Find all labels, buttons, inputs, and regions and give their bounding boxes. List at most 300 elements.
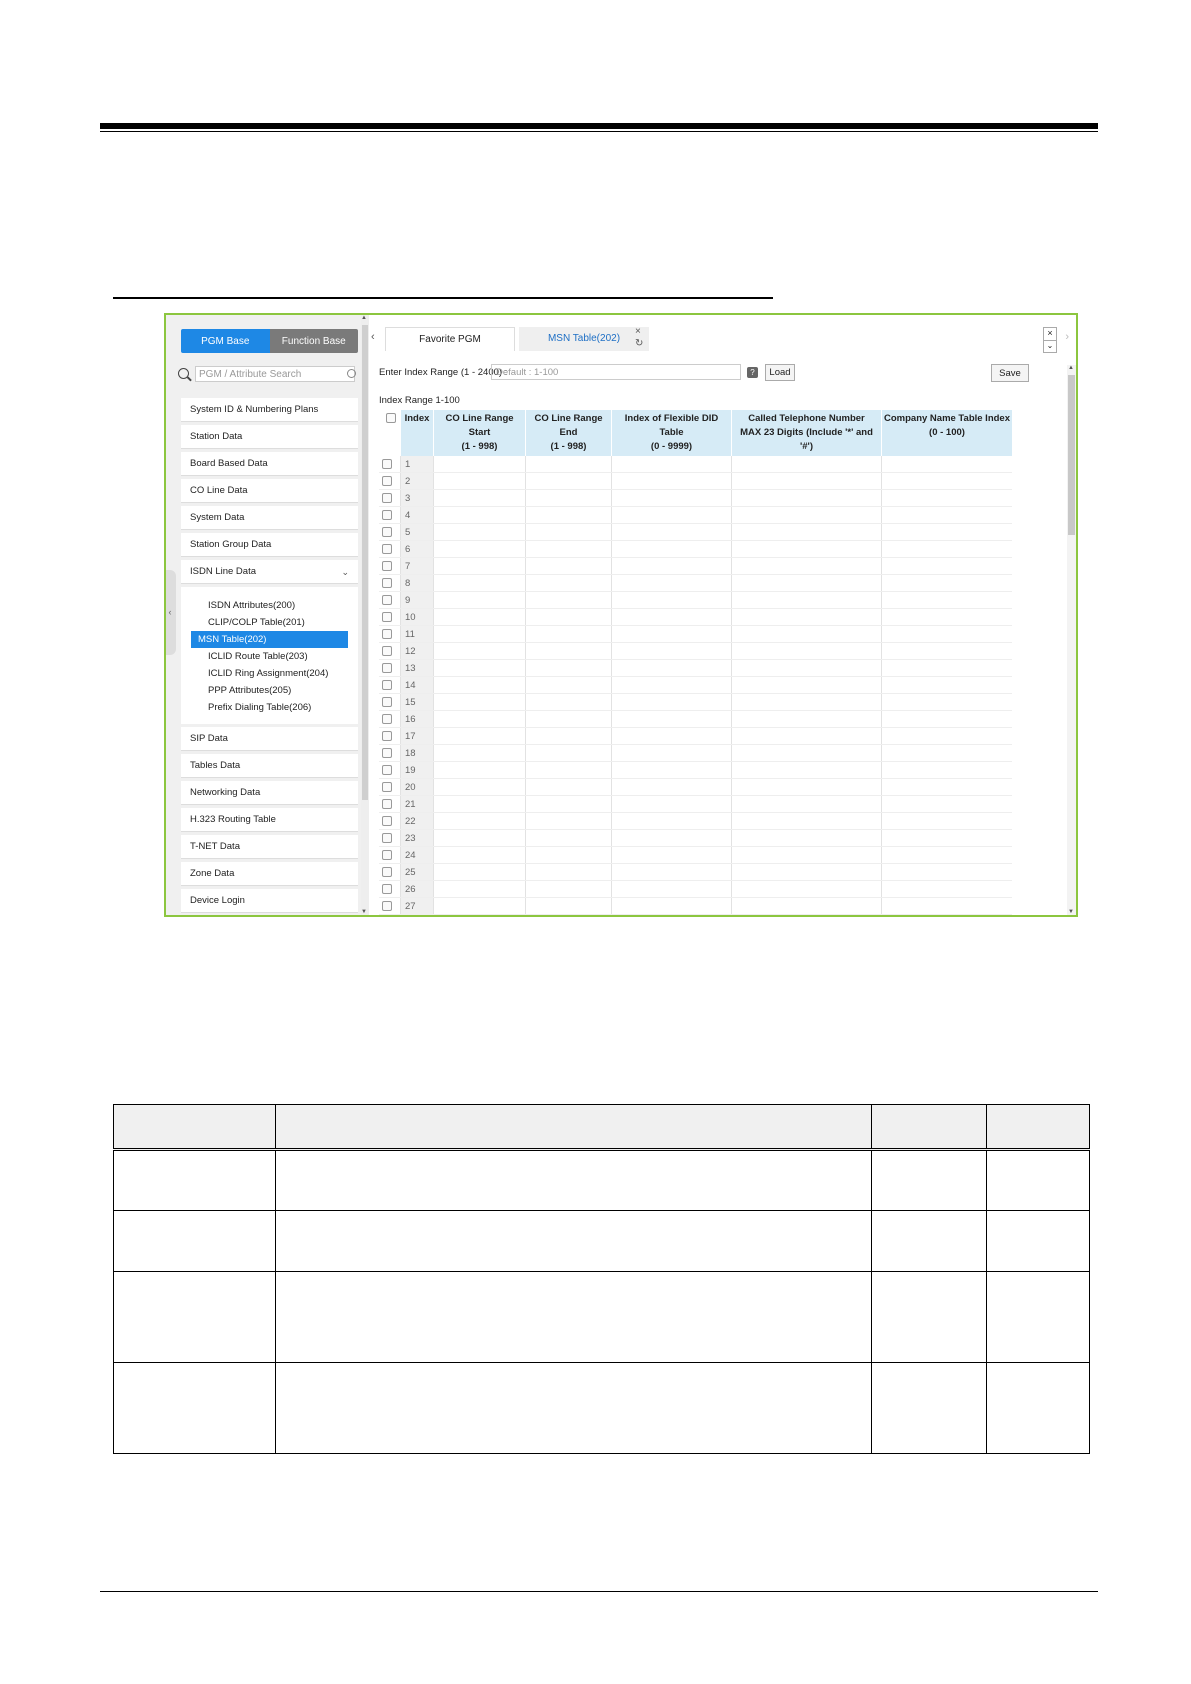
editable-cell[interactable] [732,541,882,558]
scroll-up-icon[interactable]: ▲ [1068,365,1074,371]
editable-cell[interactable] [526,609,612,626]
msn-table [379,410,1012,915]
editable-cell[interactable] [612,490,732,507]
editable-cell[interactable] [732,813,882,830]
column-header [732,410,882,456]
table-row [114,1272,1090,1363]
row-checkbox[interactable] [382,833,392,843]
row-checkbox[interactable] [382,782,392,792]
editable-cell[interactable] [612,643,732,660]
editable-cell[interactable] [882,490,1013,507]
row-select-cell [379,830,401,847]
table-header-row [379,410,1012,456]
editable-cell[interactable] [434,626,526,643]
header-cell [986,1105,1089,1150]
refresh-icon[interactable]: ↻ [635,338,644,349]
submenu-item[interactable]: ISDN Attributes(200) [208,600,296,611]
editable-cell[interactable] [612,575,732,592]
table-row [379,813,1012,830]
select-all-checkbox[interactable] [386,413,396,423]
menu-item-isdn[interactable] [181,560,358,584]
row-index: 22 [401,813,434,830]
editable-cell[interactable] [526,796,612,813]
editable-cell[interactable] [732,643,882,660]
row-checkbox[interactable] [382,697,392,707]
row-checkbox[interactable] [382,816,392,826]
scroll-thumb[interactable] [362,325,368,800]
base-toggle [181,329,358,353]
editable-cell[interactable] [732,762,882,779]
editable-cell[interactable] [732,473,882,490]
editable-cell[interactable] [612,660,732,677]
row-checkbox[interactable] [382,595,392,605]
editable-cell[interactable] [882,694,1013,711]
editable-cell[interactable] [434,643,526,660]
editable-cell[interactable] [526,558,612,575]
row-checkbox[interactable] [382,663,392,673]
editable-cell[interactable] [882,643,1013,660]
menu-item[interactable]: Station Group Data [181,533,358,557]
editable-cell[interactable] [434,490,526,507]
table-row [114,1150,1090,1211]
submenu-item[interactable]: CLIP/COLP Table(201) [208,617,305,628]
editable-cell[interactable] [732,830,882,847]
footer-rule [100,1591,1098,1592]
editable-cell[interactable] [882,626,1013,643]
editable-cell[interactable] [434,473,526,490]
editable-cell[interactable] [732,694,882,711]
editable-cell[interactable] [882,898,1013,915]
menu-item[interactable]: System Data [181,506,358,530]
editable-cell[interactable] [526,694,612,711]
pgm-base-button[interactable]: PGM Base [181,329,270,353]
editable-cell[interactable] [526,779,612,796]
help-icon[interactable]: ? [747,367,758,378]
row-index: 19 [401,762,434,779]
row-checkbox[interactable] [382,561,392,571]
row-select-cell [379,507,401,524]
editable-cell[interactable] [732,864,882,881]
row-checkbox[interactable] [382,493,392,503]
column-header [882,410,1013,456]
editable-cell[interactable] [526,847,612,864]
chevron-down-icon[interactable]: ⌄ [1043,340,1057,353]
section-rule [113,297,773,299]
editable-cell[interactable] [612,847,732,864]
table-cell [114,1211,276,1272]
editable-cell[interactable] [732,898,882,915]
row-checkbox[interactable] [382,799,392,809]
editable-cell[interactable] [434,507,526,524]
table-row [379,643,1012,660]
row-index: 21 [401,796,434,813]
editable-cell[interactable] [526,898,612,915]
editable-cell[interactable] [526,813,612,830]
editable-cell[interactable] [612,864,732,881]
table-cell [276,1211,872,1272]
row-select-cell [379,779,401,796]
submenu-item[interactable]: PPP Attributes(205) [208,685,292,696]
table-cell [986,1363,1089,1454]
editable-cell[interactable] [732,711,882,728]
submenu [181,587,358,724]
editable-cell[interactable] [882,711,1013,728]
editable-cell[interactable] [612,779,732,796]
chevron-right-icon[interactable]: › [1065,331,1069,343]
table-row [379,864,1012,881]
row-select-cell [379,592,401,609]
scroll-down-icon[interactable]: ▼ [361,909,367,915]
screenshot-frame [164,313,1078,917]
row-select-cell [379,660,401,677]
editable-cell[interactable] [526,592,612,609]
row-index: 1 [401,456,434,473]
editable-cell[interactable] [434,881,526,898]
editable-cell[interactable] [526,575,612,592]
editable-cell[interactable] [882,813,1013,830]
editable-cell[interactable] [612,796,732,813]
row-index: 4 [401,507,434,524]
editable-cell[interactable] [882,575,1013,592]
table-row [379,694,1012,711]
editable-cell[interactable] [882,456,1013,473]
editable-cell[interactable] [612,541,732,558]
editable-cell[interactable] [882,864,1013,881]
editable-cell[interactable] [434,575,526,592]
table-row [379,524,1012,541]
editable-cell[interactable] [526,711,612,728]
editable-cell[interactable] [882,558,1013,575]
close-all-icon[interactable]: × [1043,327,1057,341]
column-header [401,410,434,456]
editable-cell[interactable] [732,490,882,507]
main-panel [371,315,1076,915]
editable-cell[interactable] [526,677,612,694]
menu-item[interactable]: T-NET Data [181,835,358,859]
top-rule-thin [100,131,1098,132]
row-checkbox[interactable] [382,731,392,741]
menu-item[interactable]: Station Data [181,425,358,449]
table-cell [986,1211,1089,1272]
tab-favorite-pgm[interactable]: Favorite PGM [385,327,515,351]
editable-cell[interactable] [732,575,882,592]
index-range-input[interactable]: Default : 1-100 [491,364,741,380]
editable-cell[interactable] [612,881,732,898]
row-index: 26 [401,881,434,898]
table-header-row [114,1105,1090,1150]
editable-cell[interactable] [434,830,526,847]
row-index: 16 [401,711,434,728]
table-cell [872,1150,986,1211]
row-index: 18 [401,745,434,762]
row-select-cell [379,490,401,507]
row-select-cell [379,796,401,813]
editable-cell[interactable] [612,830,732,847]
editable-cell[interactable] [882,796,1013,813]
editable-cell[interactable] [434,609,526,626]
column-header-label: Index of Flexible DID Table [624,413,719,438]
editable-cell[interactable] [526,524,612,541]
editable-cell[interactable] [434,524,526,541]
row-checkbox[interactable] [382,527,392,537]
editable-cell[interactable] [526,830,612,847]
editable-cell[interactable] [732,796,882,813]
editable-cell[interactable] [434,813,526,830]
column-header-label: CO Line Range End [534,413,603,438]
table-row [379,847,1012,864]
row-index: 23 [401,830,434,847]
menu-item[interactable]: Device Login [181,889,358,913]
table-row [379,490,1012,507]
editable-cell[interactable] [732,745,882,762]
editable-cell[interactable] [526,643,612,660]
editable-cell[interactable] [526,864,612,881]
editable-cell[interactable] [882,473,1013,490]
scroll-up-icon[interactable]: ▲ [361,315,367,321]
editable-cell[interactable] [434,711,526,728]
editable-cell[interactable] [526,745,612,762]
row-checkbox[interactable] [382,850,392,860]
editable-cell[interactable] [526,728,612,745]
column-header-label: CO Line Range Start [445,413,514,438]
table-row [379,796,1012,813]
editable-cell[interactable] [732,456,882,473]
row-checkbox[interactable] [382,544,392,554]
row-checkbox[interactable] [382,646,392,656]
editable-cell[interactable] [434,864,526,881]
editable-cell[interactable] [882,762,1013,779]
editable-cell[interactable] [612,694,732,711]
editable-cell[interactable] [526,507,612,524]
editable-cell[interactable] [526,490,612,507]
row-checkbox[interactable] [382,476,392,486]
editable-cell[interactable] [612,456,732,473]
column-header [612,410,732,456]
editable-cell[interactable] [882,592,1013,609]
function-base-button[interactable]: Function Base [270,329,359,353]
row-index: 17 [401,728,434,745]
editable-cell[interactable] [434,558,526,575]
editable-cell[interactable] [882,847,1013,864]
editable-cell[interactable] [612,813,732,830]
editable-cell[interactable] [732,847,882,864]
load-button[interactable]: Load [765,364,795,381]
row-select-cell [379,847,401,864]
row-index: 3 [401,490,434,507]
editable-cell[interactable] [526,541,612,558]
submenu-item[interactable]: Prefix Dialing Table(206) [208,702,312,713]
table-row [379,745,1012,762]
editable-cell[interactable] [434,779,526,796]
column-header [526,410,612,456]
editable-cell[interactable] [732,626,882,643]
editable-cell[interactable] [434,847,526,864]
row-select-cell [379,575,401,592]
editable-cell[interactable] [732,881,882,898]
row-index: 2 [401,473,434,490]
editable-cell[interactable] [732,592,882,609]
editable-cell[interactable] [526,626,612,643]
table-row [379,881,1012,898]
editable-cell[interactable] [434,728,526,745]
row-index: 10 [401,609,434,626]
editable-cell[interactable] [882,779,1013,796]
editable-cell[interactable] [526,660,612,677]
table-row [379,728,1012,745]
row-checkbox[interactable] [382,714,392,724]
column-header-range: (0 - 9999) [650,441,693,452]
menu-item[interactable]: Networking Data [181,781,358,805]
editable-cell[interactable] [612,609,732,626]
row-checkbox[interactable] [382,578,392,588]
editable-cell[interactable] [434,456,526,473]
column-header-label: Company Name Table Index [884,413,1010,424]
menu-item[interactable]: System ID & Numbering Plans [181,398,358,422]
row-select-cell [379,813,401,830]
row-checkbox[interactable] [382,680,392,690]
header-cell [872,1105,986,1150]
row-select-cell [379,881,401,898]
editable-cell[interactable] [882,660,1013,677]
editable-cell[interactable] [612,558,732,575]
search-box [178,366,358,386]
row-checkbox[interactable] [382,884,392,894]
editable-cell[interactable] [526,881,612,898]
table-row [379,541,1012,558]
menu-item[interactable]: Tables Data [181,754,358,778]
table-row [114,1363,1090,1454]
editable-cell[interactable] [732,779,882,796]
editable-cell[interactable] [434,898,526,915]
left-scrollbar[interactable] [361,315,369,915]
row-checkbox[interactable] [382,748,392,758]
table-row [379,762,1012,779]
editable-cell[interactable] [882,881,1013,898]
row-checkbox[interactable] [382,612,392,622]
menu-item[interactable]: SIP Data [181,727,358,751]
row-checkbox[interactable] [382,459,392,469]
row-checkbox[interactable] [382,867,392,877]
row-select-cell [379,745,401,762]
tab-msn-table[interactable]: MSN Table(202) [519,327,649,351]
scroll-thumb[interactable] [1068,375,1075,535]
submenu-item-active[interactable]: MSN Table(202) [191,631,348,648]
editable-cell[interactable] [612,898,732,915]
editable-cell[interactable] [882,507,1013,524]
save-button[interactable]: Save [991,364,1029,382]
editable-cell[interactable] [434,592,526,609]
editable-cell[interactable] [732,524,882,541]
editable-cell[interactable] [732,507,882,524]
editable-cell[interactable] [434,745,526,762]
menu-item[interactable]: CO Line Data [181,479,358,503]
menu-item[interactable]: H.323 Routing Table [181,808,358,832]
menu-item[interactable]: Board Based Data [181,452,358,476]
editable-cell[interactable] [882,609,1013,626]
editable-cell[interactable] [526,473,612,490]
editable-cell[interactable] [612,592,732,609]
editable-cell[interactable] [732,660,882,677]
collapse-handle[interactable]: ‹ [164,570,176,655]
editable-cell[interactable] [732,609,882,626]
scroll-down-icon[interactable]: ▼ [1068,909,1074,915]
row-select-cell [379,473,401,490]
editable-cell[interactable] [612,745,732,762]
editable-cell[interactable] [732,558,882,575]
row-checkbox[interactable] [382,765,392,775]
row-index: 13 [401,660,434,677]
editable-cell[interactable] [612,524,732,541]
row-index: 15 [401,694,434,711]
menu-item-label: ISDN Line Data [190,566,257,577]
editable-cell[interactable] [612,626,732,643]
close-icon[interactable]: × [635,326,641,337]
table-row [379,830,1012,847]
editable-cell[interactable] [612,711,732,728]
right-scrollbar[interactable] [1067,365,1076,915]
table-row [379,558,1012,575]
submenu-item[interactable]: ICLID Route Table(203) [208,651,308,662]
select-all-header [379,410,401,456]
row-index: 25 [401,864,434,881]
chevron-left-icon[interactable]: ‹ [371,331,375,343]
editable-cell[interactable] [882,677,1013,694]
row-index: 8 [401,575,434,592]
editable-cell[interactable] [612,507,732,524]
editable-cell[interactable] [612,473,732,490]
index-range-text: Index Range 1-100 [379,395,460,406]
editable-cell[interactable] [526,456,612,473]
column-header-label: Index [404,413,430,424]
row-select-cell [379,609,401,626]
row-index: 5 [401,524,434,541]
editable-cell[interactable] [434,677,526,694]
row-checkbox[interactable] [382,901,392,911]
top-rule [100,123,1098,129]
clear-icon[interactable] [347,369,356,378]
editable-cell[interactable] [526,762,612,779]
table-row [379,779,1012,796]
row-select-cell [379,643,401,660]
editable-cell[interactable] [882,524,1013,541]
row-index: 27 [401,898,434,915]
table-cell [986,1150,1089,1211]
editable-cell[interactable] [434,762,526,779]
submenu-item[interactable]: ICLID Ring Assignment(204) [208,668,329,679]
editable-cell[interactable] [434,541,526,558]
editable-cell[interactable] [434,660,526,677]
editable-cell[interactable] [612,762,732,779]
editable-cell[interactable] [732,677,882,694]
editable-cell[interactable] [882,830,1013,847]
editable-cell[interactable] [612,677,732,694]
editable-cell[interactable] [612,728,732,745]
row-select-cell [379,541,401,558]
row-checkbox[interactable] [382,510,392,520]
editable-cell[interactable] [882,745,1013,762]
editable-cell[interactable] [882,728,1013,745]
table-row [379,898,1012,915]
menu-item[interactable]: Zone Data [181,862,358,886]
parameter-table [113,1104,1090,1454]
editable-cell[interactable] [434,796,526,813]
table-row [379,677,1012,694]
editable-cell[interactable] [882,541,1013,558]
row-checkbox[interactable] [382,629,392,639]
editable-cell[interactable] [434,694,526,711]
editable-cell[interactable] [732,728,882,745]
search-input[interactable]: PGM / Attribute Search [195,366,355,382]
